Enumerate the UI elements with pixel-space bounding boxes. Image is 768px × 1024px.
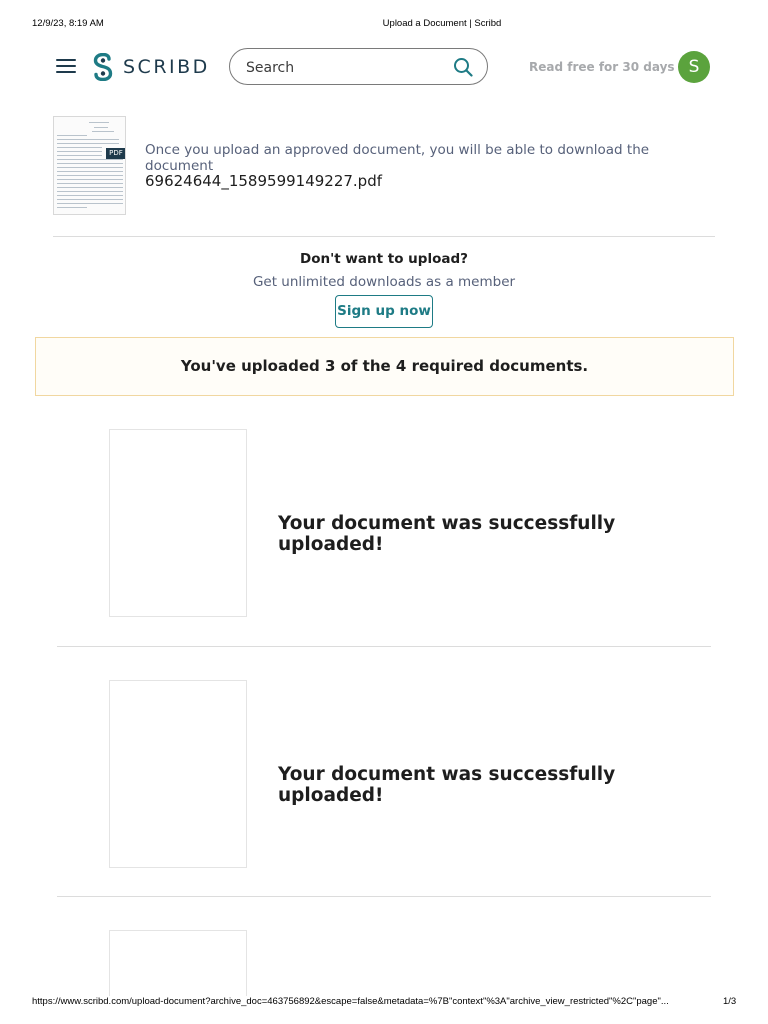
search-icon[interactable] [453,57,473,77]
top-navigation [0,46,768,90]
cta-subtitle: Get unlimited downloads as a member [252,274,516,290]
search-input[interactable] [244,57,448,79]
print-title: Upload a Document | Scribd [382,18,502,29]
uploaded-document-card [57,930,711,996]
search-box[interactable] [229,48,488,85]
upload-info-text: Once you upload an approved document, you will be able to download the document [145,142,650,174]
print-url: https://www.scribd.com/upload-document?archive_doc=463756892&escape=false&metadata=%7B"context"%3A"archive_view_restricted"%2C"page"... [32,996,669,1007]
print-date: 12/9/23, 8:19 AM [32,18,104,29]
uploaded-document-card [57,429,711,679]
scribd-logo-icon [92,53,114,81]
print-header [0,18,768,32]
section-divider [53,236,715,237]
upload-progress-notice: You've uploaded 3 of the 4 required documents. [35,337,734,396]
document-preview [109,930,247,996]
upload-success-message: Your document was successfully uploaded! [278,513,616,555]
uploaded-document-card [57,680,711,930]
membership-cta [0,251,768,319]
document-thumbnail [53,116,126,215]
print-footer [0,996,768,1010]
document-divider [57,646,711,647]
upload-success-message: Your document was successfully uploaded! [278,764,616,806]
sign-up-button[interactable]: Sign up now [335,295,433,328]
page-number: 1/3 [723,996,737,1007]
scribd-logo[interactable] [92,52,210,82]
document-divider [57,896,711,897]
cta-title: Don't want to upload? [300,251,468,267]
uploaded-file-row [53,116,715,216]
file-name: 69624644_1589599149227.pdf [145,172,383,190]
document-preview [109,680,247,868]
hamburger-menu-icon[interactable] [56,59,76,75]
document-preview [109,429,247,617]
logo-text: SCRIBD [123,56,210,78]
user-avatar[interactable]: S [678,51,710,83]
read-free-link[interactable]: Read free for 30 days [529,60,675,74]
pdf-badge: PDF [106,148,126,159]
